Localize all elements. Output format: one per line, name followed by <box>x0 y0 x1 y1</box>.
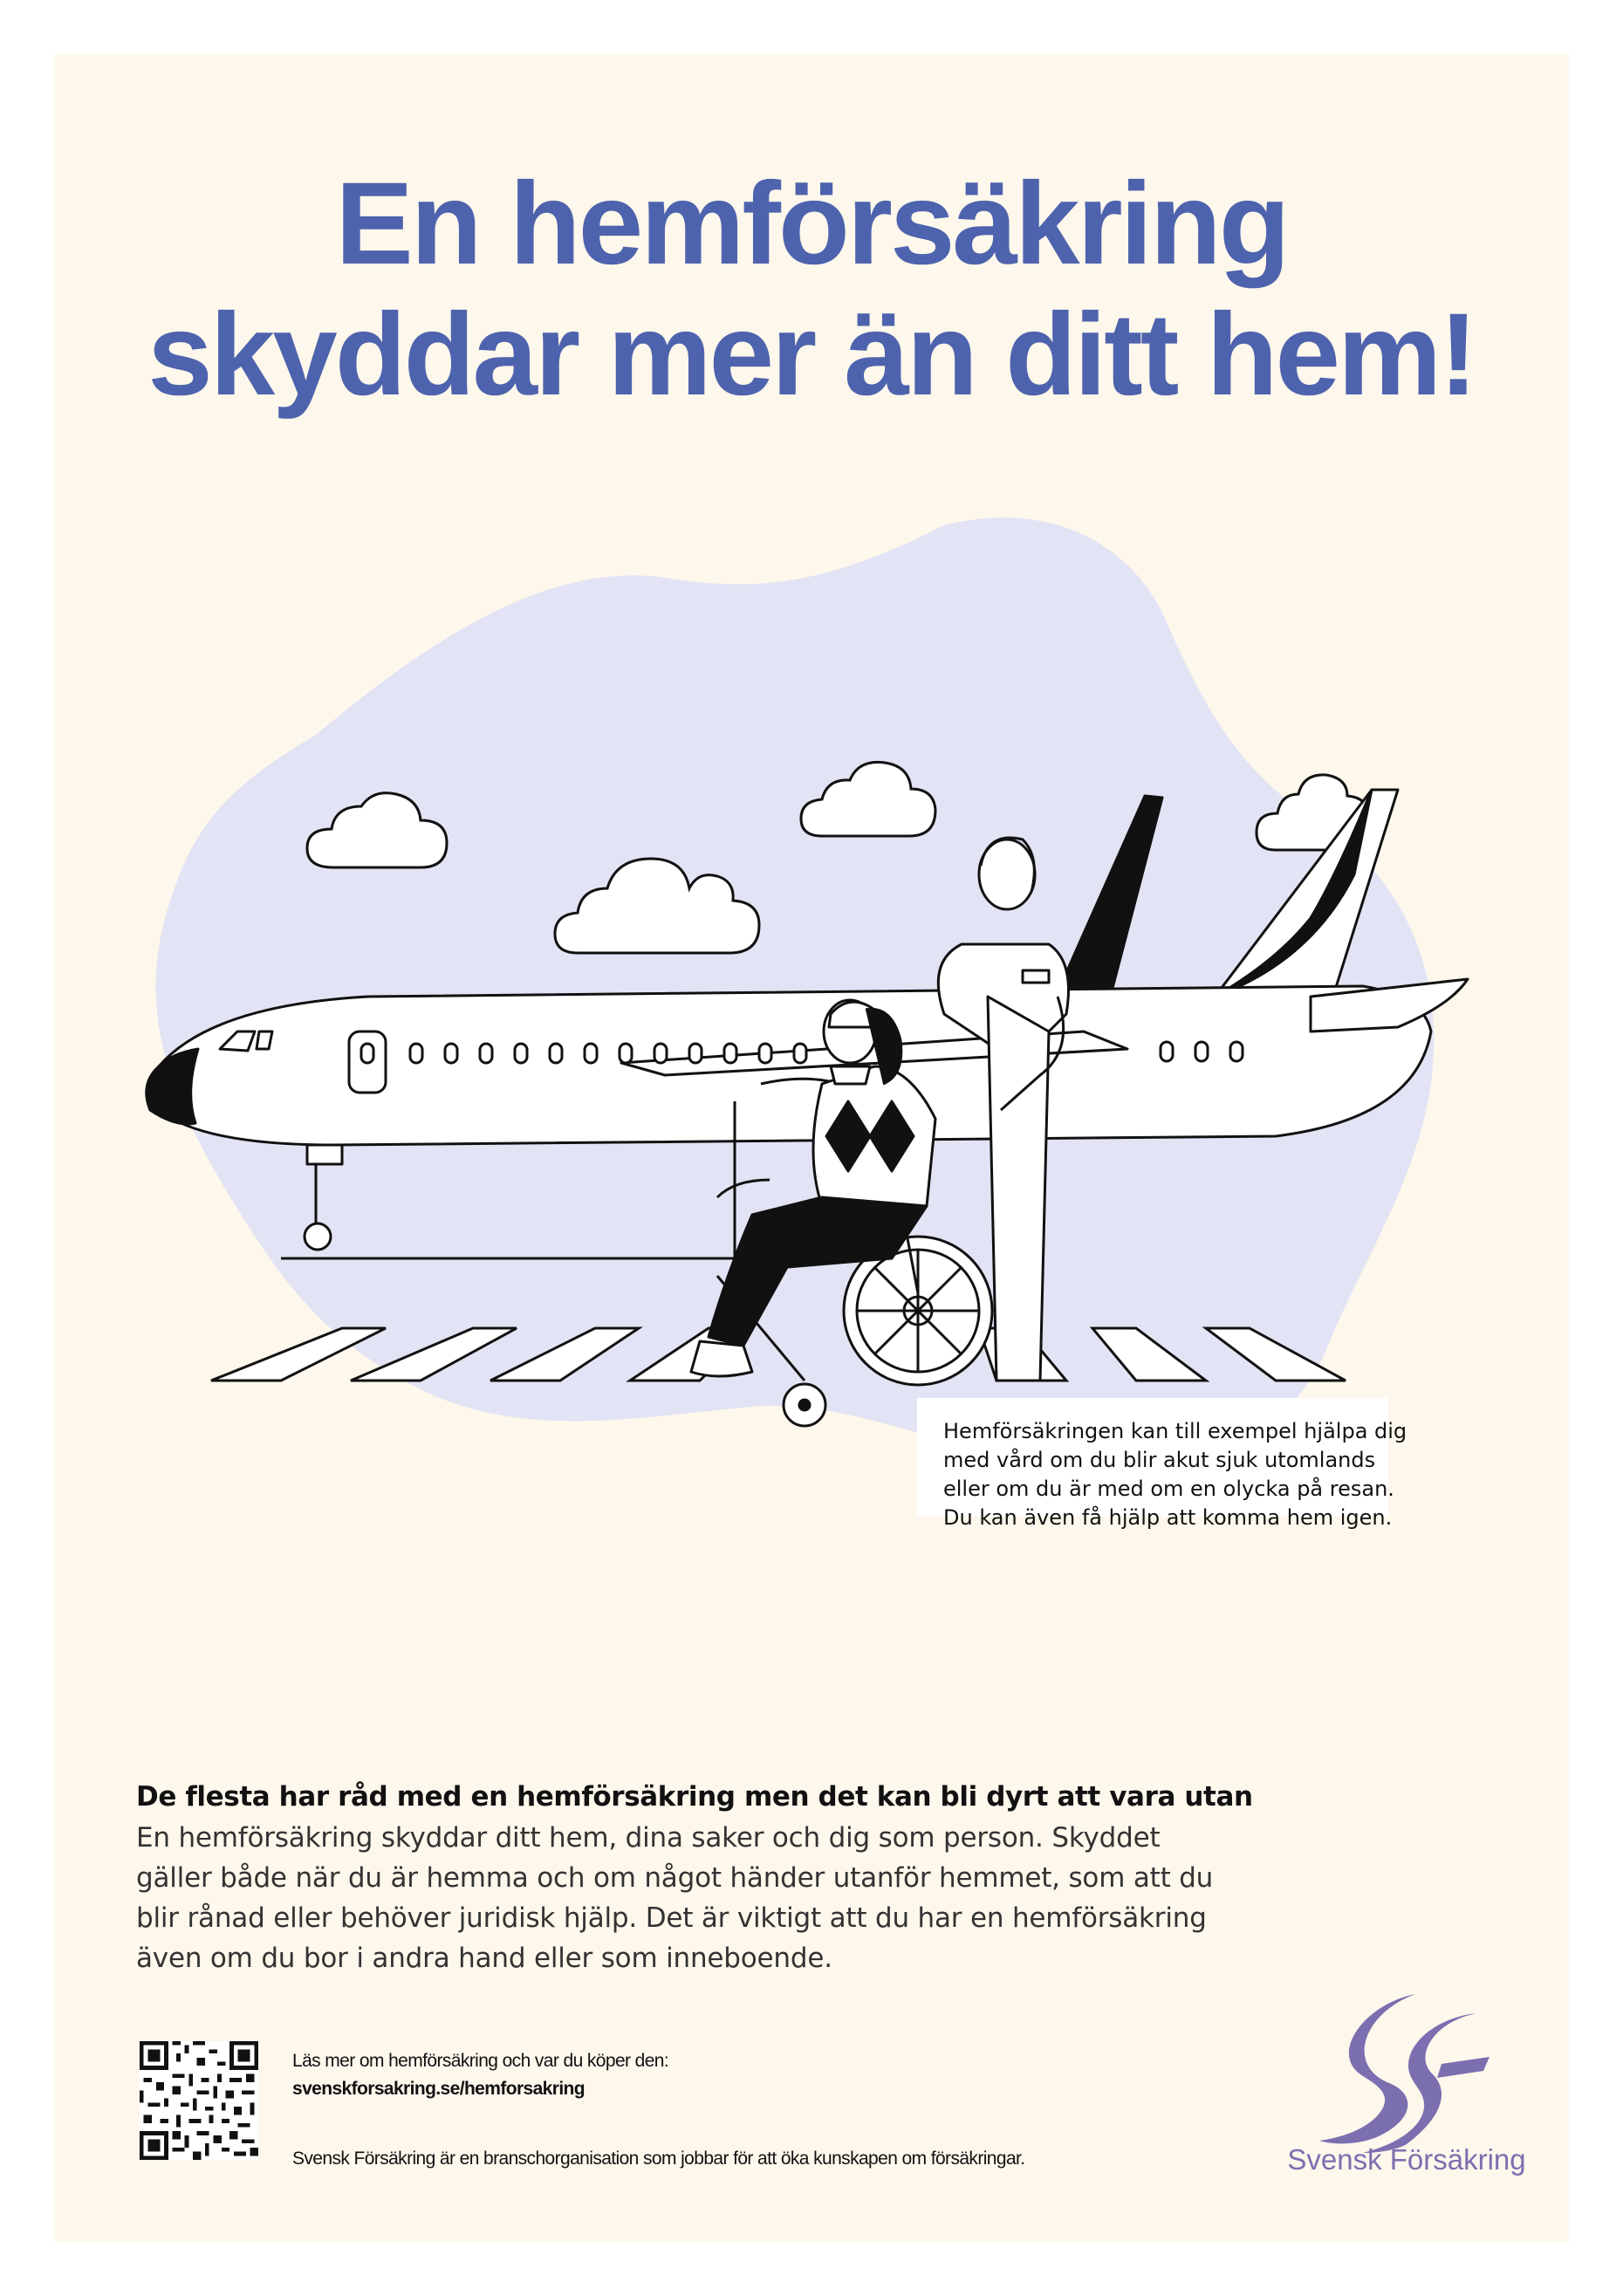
about-text: Svensk Försäkring är en branschorganisation som jobbar för att öka kunskapen om försäkringar. <box>292 2149 1025 2169</box>
callout-line-3: eller om du är med om en olycka på resan. <box>943 1477 1394 1501</box>
website-link[interactable]: svenskforsakring.se/hemforsakring <box>292 2079 586 2099</box>
body-line-4: även om du bor i andra hand eller som inneboende. <box>136 1943 832 1974</box>
body-line-2: gäller både när du är hemma och om något händer utanför hemmet, som att du <box>136 1862 1214 1894</box>
poster <box>54 54 1569 2242</box>
body-paragraph <box>136 1818 1270 1978</box>
callout-line-1: Hemförsäkringen kan till exempel hjälpa dig <box>943 1419 1407 1443</box>
headline <box>54 159 1569 421</box>
headline-line-2: skyddar mer än ditt hem! <box>147 290 1476 420</box>
body-line-3: blir rånad eller behöver juridisk hjälp. Det är viktigt att du har en hemförsäkring <box>136 1902 1207 1934</box>
svensk-forsakring-logo-icon <box>1311 1987 1494 2162</box>
body-line-1: En hemförsäkring skyddar ditt hem, dina saker och dig som person. Skyddet <box>136 1822 1161 1854</box>
body-section <box>136 1778 1270 1978</box>
qr-code-icon[interactable] <box>140 2041 258 2160</box>
logo-wordmark: Svensk Försäkring <box>1287 2143 1526 2176</box>
body-heading: De flesta har råd med en hemförsäkring men det kan bli dyrt att vara utan <box>136 1781 1253 1813</box>
callout-line-2: med vård om du blir akut sjuk utomlands <box>943 1448 1376 1472</box>
info-callout <box>917 1398 1407 1530</box>
callout-line-4: Du kan även få hjälp att komma hem igen. <box>943 1505 1393 1530</box>
read-more-text: Läs mer om hemförsäkring och var du köper den: <box>292 2051 669 2071</box>
headline-line-1: En hemförsäkring <box>335 159 1288 289</box>
